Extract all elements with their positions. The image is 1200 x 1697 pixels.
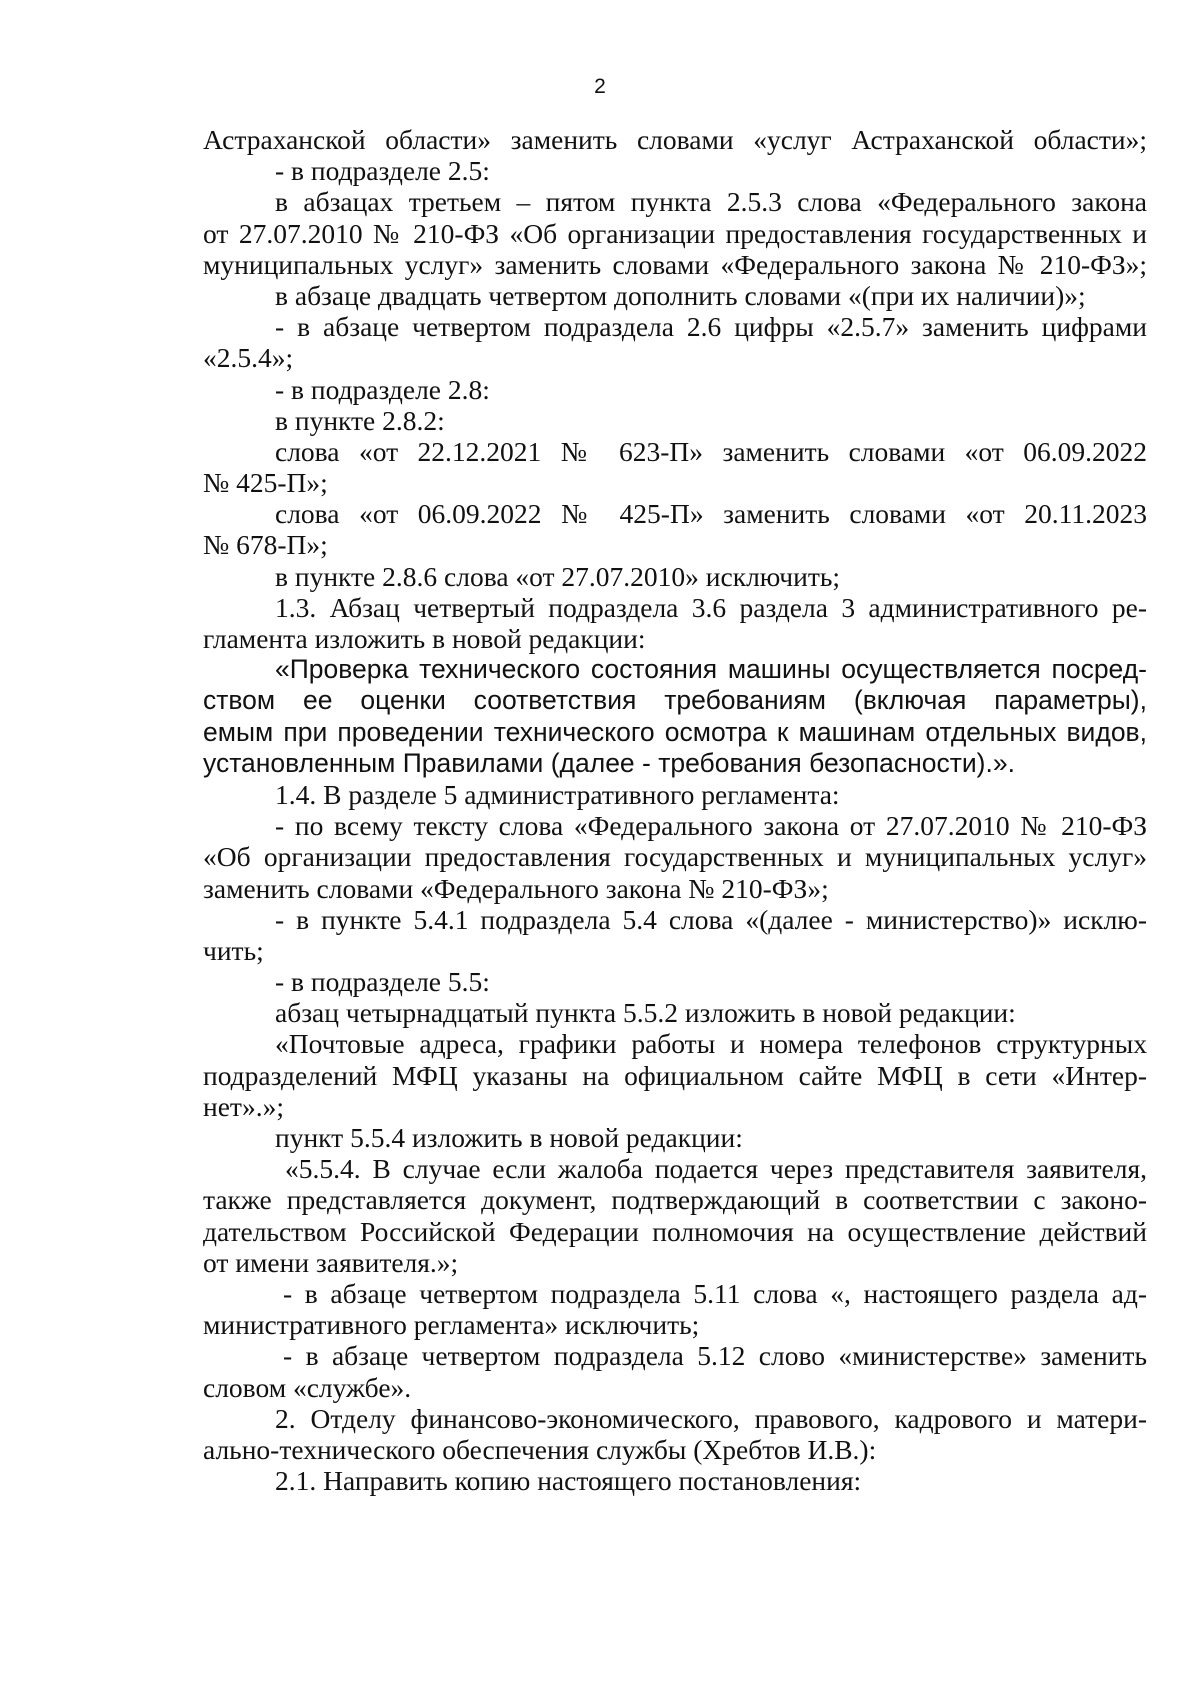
text-line: емым при проведении технического осмотра к машинам отдельных видов, xyxy=(203,716,1147,747)
text-line: - в подразделе 5.5: xyxy=(275,966,490,998)
text-line: чить; xyxy=(203,934,264,966)
text-line: «Проверка технического состояния машины осуществляется посред- xyxy=(275,654,1147,685)
text-line: 1.4. В разделе 5 административного регламента: xyxy=(275,778,840,810)
text-line: также представляется документ, подтверждающий в соответствии с законо- xyxy=(203,1184,1147,1216)
text-line: «Об организации предоставления государственных и муниципальных услуг» xyxy=(203,841,1147,873)
text-line: слова «от 06.09.2022 № 425-П» заменить словами «от 20.11.2023 xyxy=(275,498,1147,530)
text-line: «5.5.4. В случае если жалоба подается через представителя заявителя, xyxy=(285,1153,1147,1185)
text-line: установленным Правилами (далее - требования безопасности).». xyxy=(203,747,1015,778)
text-line: 2. Отделу финансово-экономического, правового, кадрового и матери- xyxy=(275,1402,1147,1434)
text-line: - в абзаце четвертом подраздела 2.6 цифры «2.5.7» заменить цифрами xyxy=(275,311,1147,343)
text-line: № 425-П»; xyxy=(203,467,328,499)
text-line: «Почтовые адреса, графики работы и номера телефонов структурных xyxy=(275,1028,1147,1060)
text-line: словом «службе». xyxy=(203,1371,412,1403)
text-line: от 27.07.2010 № 210-ФЗ «Об организации предоставления государственных и xyxy=(203,217,1147,249)
text-line: подразделений МФЦ указаны на официальном сайте МФЦ в сети «Интер- xyxy=(203,1059,1147,1091)
text-line: заменить словами «Федерального закона № 210-ФЗ»; xyxy=(203,872,829,904)
text-line: № 678-П»; xyxy=(203,529,328,561)
text-line: «2.5.4»; xyxy=(203,342,294,374)
text-line: министративного регламента» исключить; xyxy=(203,1309,700,1341)
text-line: - по всему тексту слова «Федерального закона от 27.07.2010 № 210-ФЗ xyxy=(275,810,1147,842)
text-line: - в пункте 5.4.1 подраздела 5.4 слова «(далее - министерство)» исклю- xyxy=(275,903,1147,935)
text-line: пункт 5.5.4 изложить в новой редакции: xyxy=(275,1122,743,1153)
text-line: - в подразделе 2.8: xyxy=(275,373,490,405)
text-line: слова «от 22.12.2021 № 623-П» заменить словами «от 06.09.2022 xyxy=(275,435,1147,467)
text-line: ством ее оценки соответствия требованиям (включая параметры), xyxy=(203,685,1147,716)
text-line: от имени заявителя.»; xyxy=(203,1246,459,1278)
text-line: 2.1. Направить копию настоящего постановления: xyxy=(275,1465,862,1497)
document-body xyxy=(203,124,1147,1496)
text-line: дательством Российской Федерации полномочия на осуществление действий xyxy=(203,1215,1147,1247)
text-line: - в абзаце четвертом подраздела 5.11 слова «, настоящего раздела ад- xyxy=(283,1277,1147,1309)
text-line: ально-технического обеспечения службы (Хребтов И.В.): xyxy=(203,1433,877,1465)
text-line: 1.3. Абзац четвертый подраздела 3.6 раздела 3 административного ре- xyxy=(275,591,1147,623)
text-line: гламента изложить в новой редакции: xyxy=(203,623,646,654)
text-line: - в абзаце четвертом подраздела 5.12 слово «министерстве» заменить xyxy=(283,1340,1147,1372)
text-line: абзац четырнадцатый пункта 5.5.2 изложить в новой редакции: xyxy=(275,997,1016,1029)
text-line: - в подразделе 2.5: xyxy=(275,155,490,187)
text-line: муниципальных услуг» заменить словами «Федерального закона № 210-ФЗ»; xyxy=(203,248,1147,280)
text-line: в абзацах третьем – пятом пункта 2.5.3 слова «Федерального закона xyxy=(275,186,1147,218)
text-line: в пункте 2.8.2: xyxy=(275,404,445,436)
text-line: Астраханской области» заменить словами «услуг Астраханской области»; xyxy=(203,124,1147,155)
text-line: нет».»; xyxy=(203,1090,284,1122)
text-line: в пункте 2.8.6 слова «от 27.07.2010» исключить; xyxy=(275,560,841,592)
page-number: 2 xyxy=(594,75,606,98)
text-line: в абзаце двадцать четвертом дополнить словами «(при их наличии)»; xyxy=(275,279,1086,311)
